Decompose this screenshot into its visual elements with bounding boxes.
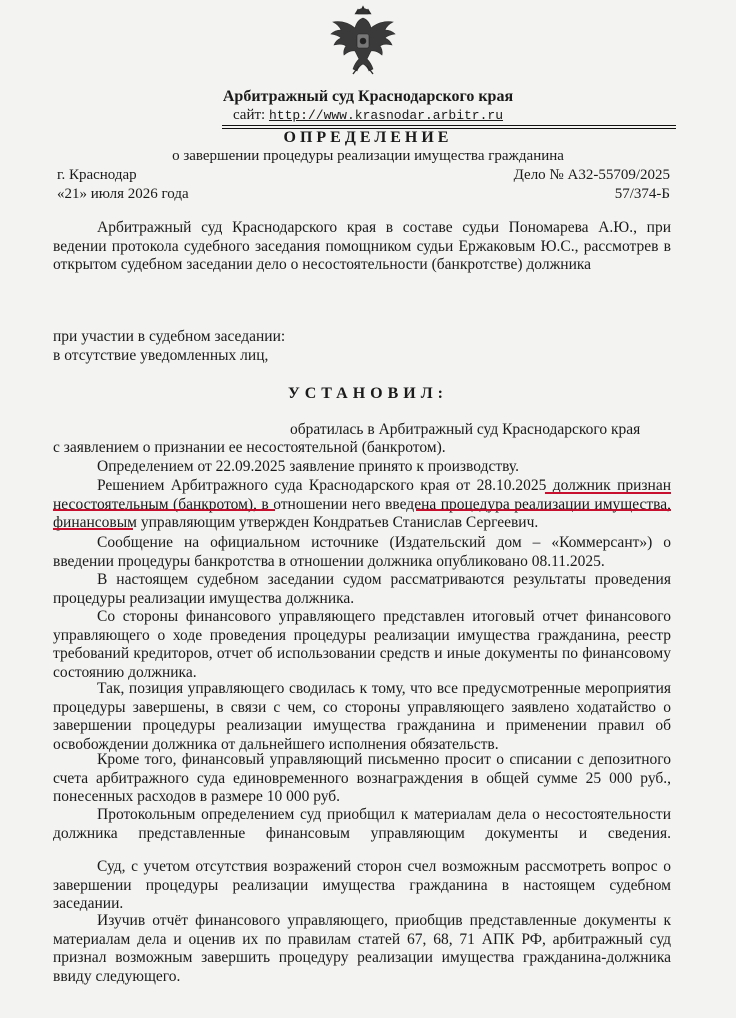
paragraph-manager-position: Так, позиция управляющего сводилась к тому, что все предусмотренные мероприятия процедуры завершены, в связи с чем, со стороны управляющего заявлено ходатайство о завершении процедуры реализации имущества гражданина и применении правил об освобождении должника от дальнейшего исполнения обязательств. [53,680,671,753]
header-divider [222,125,676,126]
paragraph-no-objections: Суд, с учетом отсутствия возражений сторон счел возможным рассмотреть вопрос о завершении процедуры реализации имущества гражданина в настоящем судебном заседании. [53,858,671,913]
paragraph-publication: Сообщение на официальном источнике (Издательский дом – «Коммерсант») о введении процедуры банкротства в отношении должника опубликовано 08.11.2025. [53,534,671,570]
court-site-line [0,107,736,124]
case-number: Дело № А32-55709/2025 [513,167,670,183]
highlight-underline [53,528,133,530]
document-subtitle: о завершении процедуры реализации имущества гражданина [172,148,564,164]
paragraph-applicant: обратилась в Арбитражный суд Краснодарского края [290,421,641,438]
site-label: сайт: [232,107,269,123]
court-name: Арбитражный суд Краснодарского края [222,88,514,105]
case-sub-number: 57/374-Б [614,186,670,202]
paragraph-evaluation: Изучив отчёт финансового управляющего, приобщив представленные документы к материалам дела и оценив их по правилам статей 67, 68, 71 АПК РФ, арбитражный суд признал возможным завершить процедуру реализации имущества гражданина-должника ввиду следующего. [53,912,671,985]
absence-line: в отсутствие уведомленных лиц, [53,347,269,364]
paragraph-remuneration: Кроме того, финансовый управляющий письменно просит о списании с депозитного счета арбитражного суда единовременного вознаграждения в общей сумме 25 000 руб., понесенных расходов в размере 10 000 руб. [53,751,671,806]
paragraph-bankruptcy-decision: Решением Арбитражного суда Краснодарского края от 28.10.2025 должник признан несостоятельным (банкротом), в отношении него введена процедура реализации имущества, финансовым управляющим утвержден Кондратьев Станислав Сергеевич. [53,477,671,532]
double-headed-eagle-icon [328,4,398,82]
intro-paragraph: Арбитражный суд Краснодарского края в составе судьи Пономарева А.Ю., при ведении протокола судебного заседания помощником судьи Ержаковым Ю.С., рассмотрев в открытом судебном заседании дело о несостоятельности (банкротстве) должника [53,219,671,274]
paragraph-protocol: Протокольным определением суд приобщил к материалам дела о несостоятельности должника представленные финансовым управляющим документы и сведения. [53,806,671,842]
highlight-underline [545,492,671,494]
participation-line: при участии в судебном заседании: [53,328,286,345]
highlight-underline [416,509,671,511]
decision-date: «21» июля 2026 года [57,186,189,202]
document-type: ОПРЕДЕЛЕНИЕ [283,129,453,146]
city: г. Краснодар [57,167,137,183]
paragraph-acceptance: Определением от 22.09.2025 заявление принято к производству. [97,458,519,475]
paragraph-applicant-cont: с заявлением о признании ее несостоятельной (банкротом). [53,439,446,456]
paragraph-hearing-subject: В настоящем судебном заседании судом рассматриваются результаты проведения процедуры реализации имущества должника. [53,571,671,607]
highlight-underline [53,509,275,511]
paragraph-manager-report: Со стороны финансового управляющего представлен итоговый отчет финансового управляющего о ходе проведения процедуры реализации имущества гражданина, реестр требований кредиторов, отчет об использовании средств и иные документы по финансовому состоянию должника. [53,608,671,681]
site-link[interactable]: http://www.krasnodar.arbitr.ru [268,108,504,123]
established-heading: УСТАНОВИЛ: [288,385,448,402]
